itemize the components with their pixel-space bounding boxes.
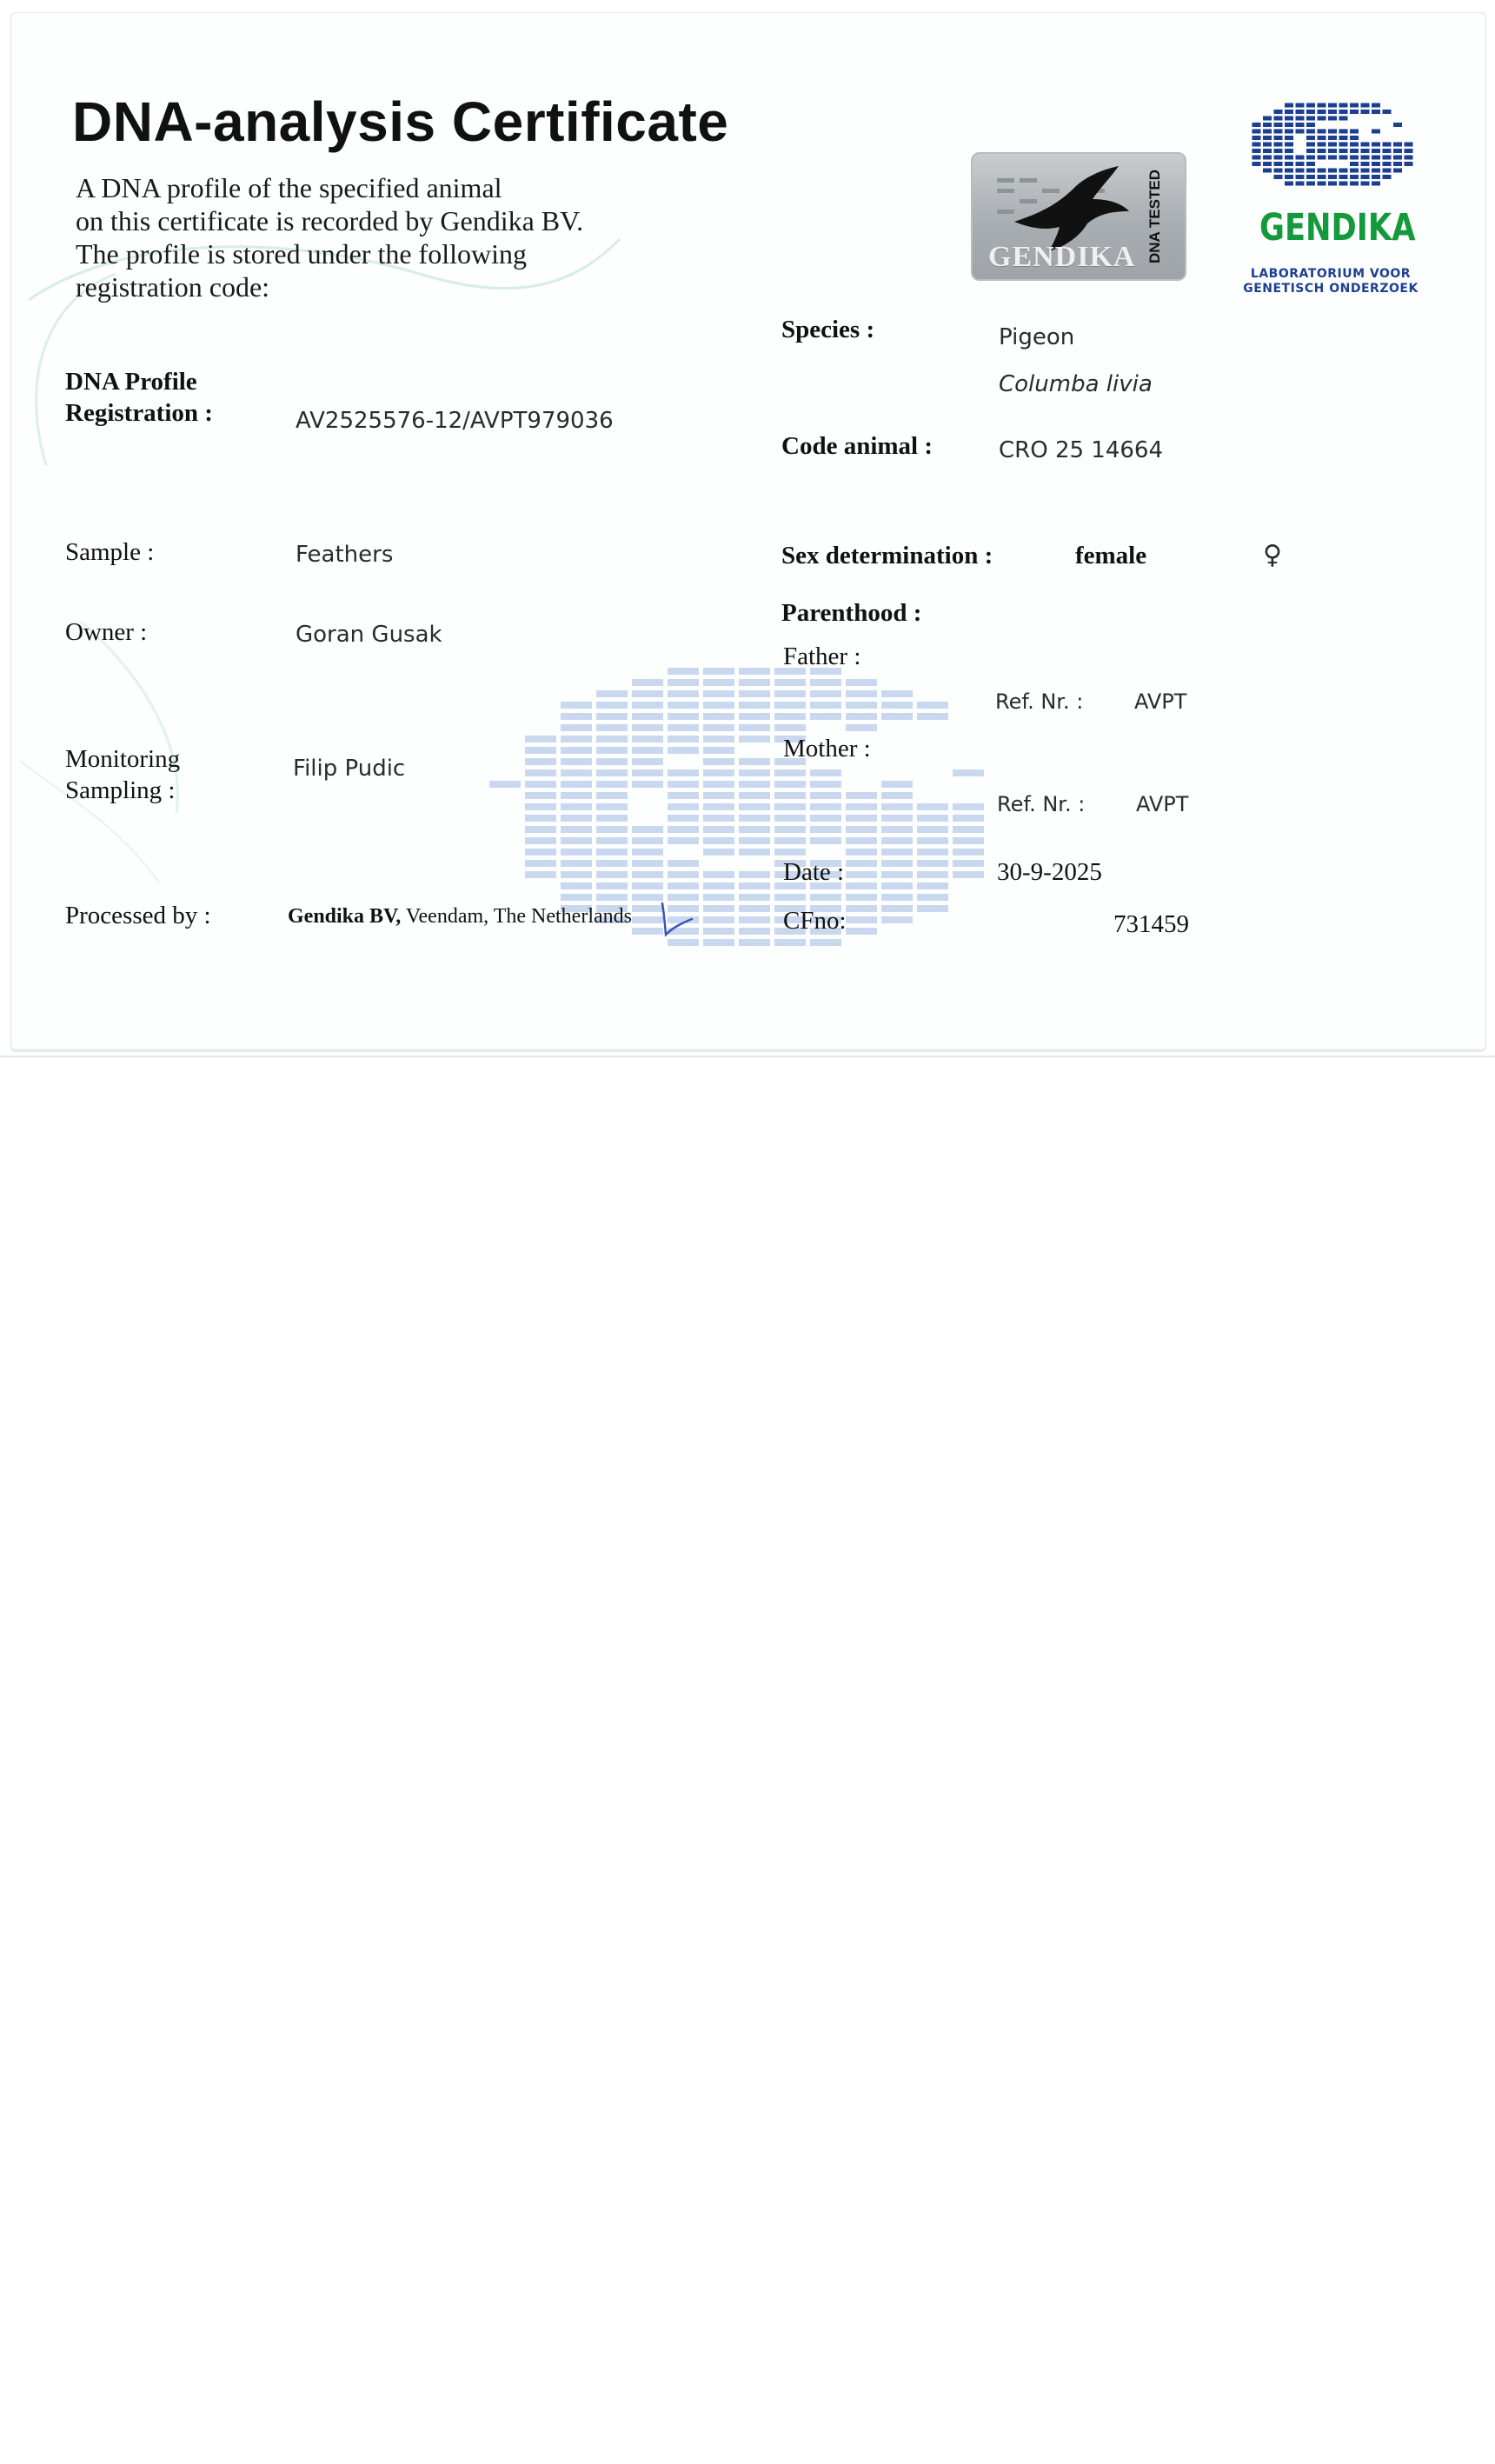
dna-tested-stamp bbox=[971, 152, 1186, 281]
registration-value: AV2525576-12/AVPT979036 bbox=[296, 408, 614, 434]
stamp-side-text: DNA TESTED bbox=[1146, 170, 1163, 263]
logo-subtitle-line2: GENETISCH ONDERZOEK bbox=[1243, 282, 1419, 296]
logo-subtitle bbox=[1235, 267, 1426, 296]
processed-location: Veendam, The Netherlands bbox=[401, 905, 632, 928]
signature-mark-icon bbox=[657, 902, 694, 940]
intro-line: on this certificate is recorded by Gendika BV. bbox=[76, 205, 584, 236]
mother-label: Mother : bbox=[783, 735, 871, 763]
mother-ref-value: AVPT bbox=[1136, 792, 1189, 816]
intro-text bbox=[76, 171, 701, 303]
sex-value: female bbox=[1075, 542, 1147, 569]
species-label: Species : bbox=[781, 316, 875, 343]
owner-label: Owner : bbox=[65, 618, 148, 646]
sample-value: Feathers bbox=[296, 542, 394, 568]
logo-subtitle-line1: LABORATORIUM VOOR bbox=[1250, 267, 1412, 281]
monitoring-value: Filip Pudic bbox=[293, 756, 406, 782]
father-ref-value: AVPT bbox=[1134, 689, 1187, 714]
cfno-value: 731459 bbox=[1113, 910, 1189, 938]
father-ref-label: Ref. Nr. : bbox=[995, 689, 1084, 714]
monitoring-label bbox=[65, 743, 180, 806]
species-latin: Columba livia bbox=[999, 371, 1153, 397]
cfno-label: CFno: bbox=[783, 907, 847, 935]
code-animal-value: CRO 25 14664 bbox=[999, 437, 1164, 463]
certificate-card bbox=[10, 12, 1486, 1050]
parenthood-label: Parenthood : bbox=[781, 599, 922, 627]
sex-label: Sex determination : bbox=[781, 542, 993, 569]
intro-line: A DNA profile of the specified animal bbox=[76, 172, 502, 203]
certificate-title: DNA-analysis Certificate bbox=[72, 90, 729, 153]
date-label: Date : bbox=[783, 858, 845, 886]
monitoring-label-line2: Sampling : bbox=[65, 776, 176, 804]
processed-value bbox=[288, 905, 632, 929]
page-edge-line bbox=[0, 1056, 1495, 1057]
sample-label: Sample : bbox=[65, 538, 155, 566]
gendika-logo-icon bbox=[1241, 97, 1415, 192]
intro-line: registration code: bbox=[76, 271, 270, 303]
registration-label-line1: DNA Profile bbox=[65, 368, 197, 396]
owner-value: Goran Gusak bbox=[296, 622, 442, 648]
father-label: Father : bbox=[783, 643, 861, 670]
mother-ref-label: Ref. Nr. : bbox=[997, 792, 1086, 816]
registration-label bbox=[65, 366, 213, 429]
female-symbol: ♀ bbox=[1263, 540, 1282, 570]
stamp-word: GENDIKA bbox=[988, 241, 1136, 273]
date-value: 30-9-2025 bbox=[997, 858, 1102, 886]
species-value: Pigeon bbox=[999, 324, 1075, 350]
logo-name: GENDIKA bbox=[1259, 206, 1416, 250]
code-animal-label: Code animal : bbox=[781, 432, 933, 460]
processed-label: Processed by : bbox=[65, 902, 211, 929]
monitoring-label-line1: Monitoring bbox=[65, 745, 181, 773]
intro-line: The profile is stored under the following bbox=[76, 238, 527, 270]
registration-label-line2: Registration : bbox=[65, 399, 213, 427]
processed-company: Gendika BV, bbox=[288, 905, 402, 928]
